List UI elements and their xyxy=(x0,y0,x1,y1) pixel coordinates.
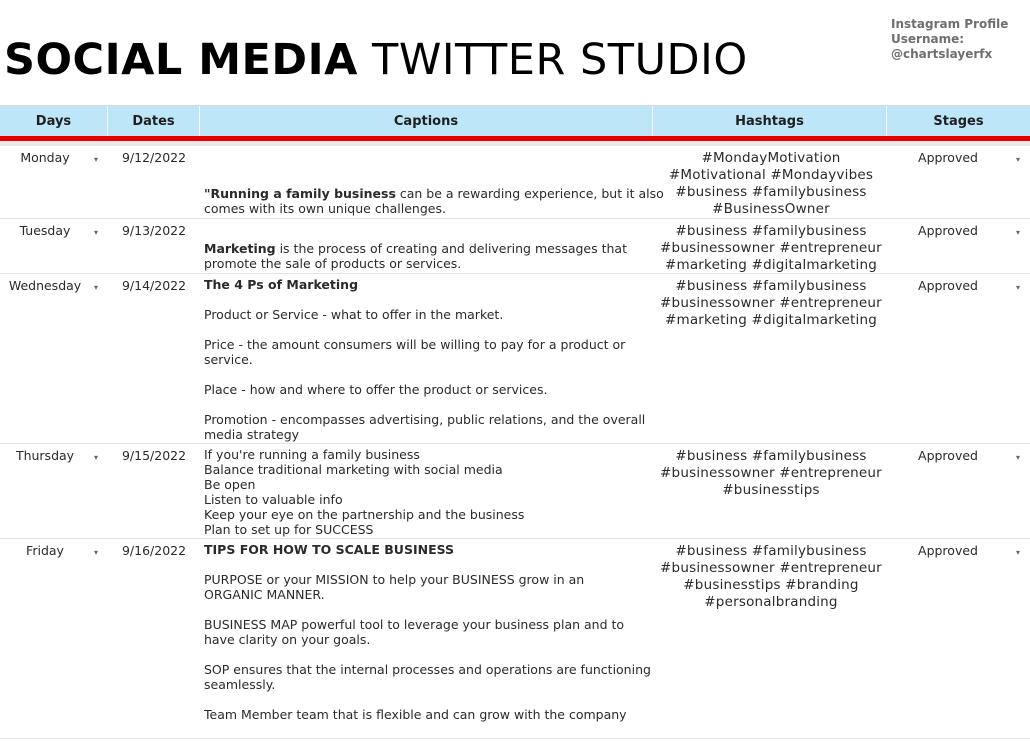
caption-text: SOP ensures that the internal processes and operations are functioning xyxy=(204,662,651,677)
date-cell[interactable]: 9/14/2022 xyxy=(121,278,187,293)
hashtag-line: #businessowner #entrepreneur xyxy=(660,560,882,576)
hashtag-line: #businesstips xyxy=(722,482,820,498)
hashtag-line: #Motivational #Mondayvibes xyxy=(668,167,874,183)
hashtags-cell[interactable] xyxy=(655,219,887,274)
day-value: Friday xyxy=(26,543,64,558)
day-dropdown[interactable] xyxy=(0,539,108,558)
caption-text: Place - how and where to offer the product or services. xyxy=(204,382,548,397)
stage-dropdown[interactable] xyxy=(888,219,1030,238)
profile-username: @chartslayerfx xyxy=(891,47,993,61)
caption-text: can be a rewarding experience, but it also xyxy=(395,186,664,201)
hashtag-line: #personalbranding xyxy=(704,594,838,610)
day-value: Monday xyxy=(20,150,70,165)
caption-text: PURPOSE or your MISSION to help your BUSINESS grow in an xyxy=(204,572,585,587)
caption-text: Price - the amount consumers will be willing to pay for a product or xyxy=(204,337,626,352)
caption-bold: "Running a family business xyxy=(204,186,396,201)
hashtag-line: #businessowner #entrepreneur xyxy=(660,465,882,481)
hashtag-line: #businessowner #entrepreneur xyxy=(660,295,882,311)
caption-text: is the process of creating and delivering messages that xyxy=(275,241,627,256)
chevron-down-icon[interactable]: ▾ xyxy=(1016,228,1021,237)
stage-value: Approved xyxy=(918,223,978,238)
caption-text: comes with its own unique challenges. xyxy=(204,201,446,216)
caption-text: Plan to set up for SUCCESS xyxy=(204,522,374,537)
caption-title: TIPS FOR HOW TO SCALE BUSINESS xyxy=(204,542,455,557)
caption-text: Team Member team that is flexible and can grow with the company xyxy=(204,707,627,722)
instagram-profile xyxy=(891,17,1008,62)
hashtag-line: #business #familybusiness xyxy=(675,278,867,294)
stage-value: Approved xyxy=(918,278,978,293)
table-row-monday xyxy=(0,146,1030,219)
day-value: Tuesday xyxy=(19,223,71,238)
stage-value: Approved xyxy=(918,150,978,165)
title-light: TWITTER STUDIO xyxy=(372,35,748,85)
caption-text: ORGANIC MANNER. xyxy=(204,587,325,602)
page-title xyxy=(4,34,748,86)
table-row-friday xyxy=(0,539,1030,739)
hashtag-line: #business #familybusiness xyxy=(675,223,867,239)
header-days[interactable]: Days xyxy=(0,106,108,136)
profile-username-label: Username: xyxy=(891,32,965,46)
caption-cell[interactable] xyxy=(204,447,654,537)
hashtag-line: #business #familybusiness xyxy=(675,448,867,464)
hashtag-line: #businessowner #entrepreneur xyxy=(660,240,882,256)
chevron-down-icon[interactable]: ▾ xyxy=(1016,548,1021,557)
caption-text: Balance traditional marketing with social media xyxy=(204,462,503,477)
caption-text: Be open xyxy=(204,477,256,492)
stage-value: Approved xyxy=(918,448,978,463)
stage-dropdown[interactable] xyxy=(888,274,1030,293)
date-cell[interactable]: 9/13/2022 xyxy=(121,223,187,238)
caption-text: service. xyxy=(204,352,253,367)
hashtags-cell[interactable] xyxy=(655,444,887,499)
caption-cell[interactable] xyxy=(204,186,664,216)
caption-bold: Marketing xyxy=(204,241,276,256)
hashtags-cell[interactable] xyxy=(655,539,887,611)
content-table xyxy=(0,146,1030,739)
header-hashtags[interactable]: Hashtags xyxy=(653,106,887,136)
chevron-down-icon[interactable]: ▾ xyxy=(94,283,99,292)
stage-dropdown[interactable] xyxy=(888,146,1030,165)
day-dropdown[interactable] xyxy=(0,219,108,238)
caption-text: Keep your eye on the partnership and the business xyxy=(204,507,525,522)
hashtag-line: #MondayMotivation xyxy=(701,150,841,166)
hashtag-line: #businesstips #branding xyxy=(683,577,859,593)
chevron-down-icon[interactable]: ▾ xyxy=(1016,155,1021,164)
header-stages[interactable]: Stages xyxy=(933,113,984,129)
caption-cell[interactable] xyxy=(204,241,654,271)
header-dates[interactable]: Dates xyxy=(108,106,200,136)
caption-text: BUSINESS MAP powerful tool to leverage your business plan and to xyxy=(204,617,625,632)
caption-text: promote the sale of products or services. xyxy=(204,256,462,271)
chevron-down-icon[interactable]: ▾ xyxy=(94,453,99,462)
day-dropdown[interactable] xyxy=(0,444,108,463)
title-bold: SOCIAL MEDIA xyxy=(4,35,358,85)
caption-cell[interactable] xyxy=(204,277,654,442)
stage-value: Approved xyxy=(918,543,978,558)
day-value: Wednesday xyxy=(8,278,82,293)
hashtag-line: #BusinessOwner xyxy=(712,201,830,217)
chevron-down-icon[interactable]: ▾ xyxy=(94,228,99,237)
caption-text: Listen to valuable info xyxy=(204,492,343,507)
chevron-down-icon[interactable]: ▾ xyxy=(94,548,99,557)
hashtag-line: #marketing #digitalmarketing xyxy=(664,312,878,328)
day-dropdown[interactable] xyxy=(0,146,108,165)
day-dropdown[interactable] xyxy=(0,274,108,293)
chevron-down-icon[interactable]: ▾ xyxy=(1016,283,1021,292)
table-row-tuesday xyxy=(0,219,1030,274)
profile-label: Instagram Profile xyxy=(891,17,1009,31)
caption-text: media strategy xyxy=(204,427,300,442)
stage-dropdown[interactable] xyxy=(888,444,1030,463)
caption-text: seamlessly. xyxy=(204,677,276,692)
table-row-thursday xyxy=(0,444,1030,539)
chevron-down-icon[interactable]: ▾ xyxy=(94,155,99,164)
caption-text: Product or Service - what to offer in the market. xyxy=(204,307,504,322)
caption-cell[interactable] xyxy=(204,542,654,722)
hashtags-cell[interactable] xyxy=(655,274,887,329)
date-cell[interactable]: 9/16/2022 xyxy=(121,543,187,558)
caption-title: The 4 Ps of Marketing xyxy=(204,277,359,292)
header-captions[interactable]: Captions xyxy=(200,106,653,136)
caption-text: Promotion - encompasses advertising, public relations, and the overall xyxy=(204,412,646,427)
hashtag-line: #business #familybusiness xyxy=(675,184,867,200)
hashtags-cell[interactable] xyxy=(655,146,887,218)
caption-text: If you're running a family business xyxy=(204,447,420,462)
caption-text: have clarity on your goals. xyxy=(204,632,371,647)
day-value: Thursday xyxy=(15,448,75,463)
hashtag-line: #marketing #digitalmarketing xyxy=(664,257,878,273)
chevron-down-icon[interactable]: ▾ xyxy=(1016,453,1021,462)
stage-dropdown[interactable] xyxy=(888,539,1030,558)
table-row-wednesday xyxy=(0,274,1030,444)
date-cell[interactable]: 9/12/2022 xyxy=(121,150,187,165)
hashtag-line: #business #familybusiness xyxy=(675,543,867,559)
date-cell[interactable]: 9/15/2022 xyxy=(121,448,187,463)
table-header xyxy=(0,105,1030,136)
